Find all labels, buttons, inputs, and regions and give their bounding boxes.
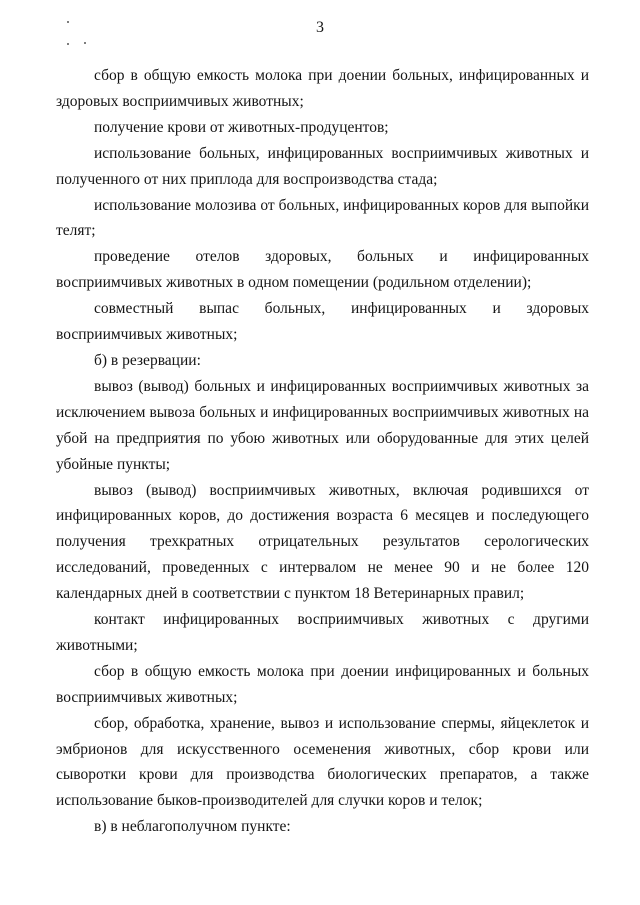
paragraph: использование больных, инфицированных восприимчивых животных и полученного от них приплода для воспроизводства стада; [56,144,589,188]
section-heading-b: б) в резервации: [94,351,201,369]
paragraph: контакт инфицированных восприимчивых животных с другими животными; [56,611,589,654]
body-text [56,63,589,840]
paragraph: вывоз (вывод) восприимчивых животных, включая родившихся от инфицированных коров, до достижения возраста 6 месяцев и последующего получения трехкратных отрицательных результатов серологических исследований, проведенных с интервалом не менее 90 и не более 120 календарных дней в соответствии с пунктом 18 Ветеринарных правил; [56,481,589,603]
paragraph: получение крови от животных-продуцентов; [94,118,389,136]
paragraph: проведение отелов здоровых, больных и инфицированных восприимчивых животных в одном помещении (родильном отделении); [56,248,589,292]
paragraph: совместный выпас больных, инфицированных и здоровых восприимчивых животных; [56,300,589,344]
paragraph: сбор, обработка, хранение, вывоз и использование спермы, яйцеклеток и эмбрионов для искусственного осеменения животных, сбор крови или сыворотки крови для производства биологических препаратов, а также использование быков-производителей для случки коров и телок; [56,714,589,810]
paragraph: вывоз (вывод) больных и инфицированных восприимчивых животных за исключением вывоза больных и инфицированных восприимчивых животных на убой на предприятия по убою животных или оборудованные для этих целей убойные пункты; [56,377,589,473]
paragraph: сбор в общую емкость молока при доении инфицированных и больных восприимчивых животных; [56,662,589,706]
scan-speck [67,43,69,45]
page-number: 3 [316,19,324,36]
paragraph: использование молозива от больных, инфицированных коров для выпойки телят; [56,196,589,240]
scan-speck [84,42,86,44]
section-heading-v: в) в неблагополучном пункте: [94,818,291,836]
paragraph: сбор в общую емкость молока при доении больных, инфицированных и здоровых восприимчивых животных; [56,67,589,110]
